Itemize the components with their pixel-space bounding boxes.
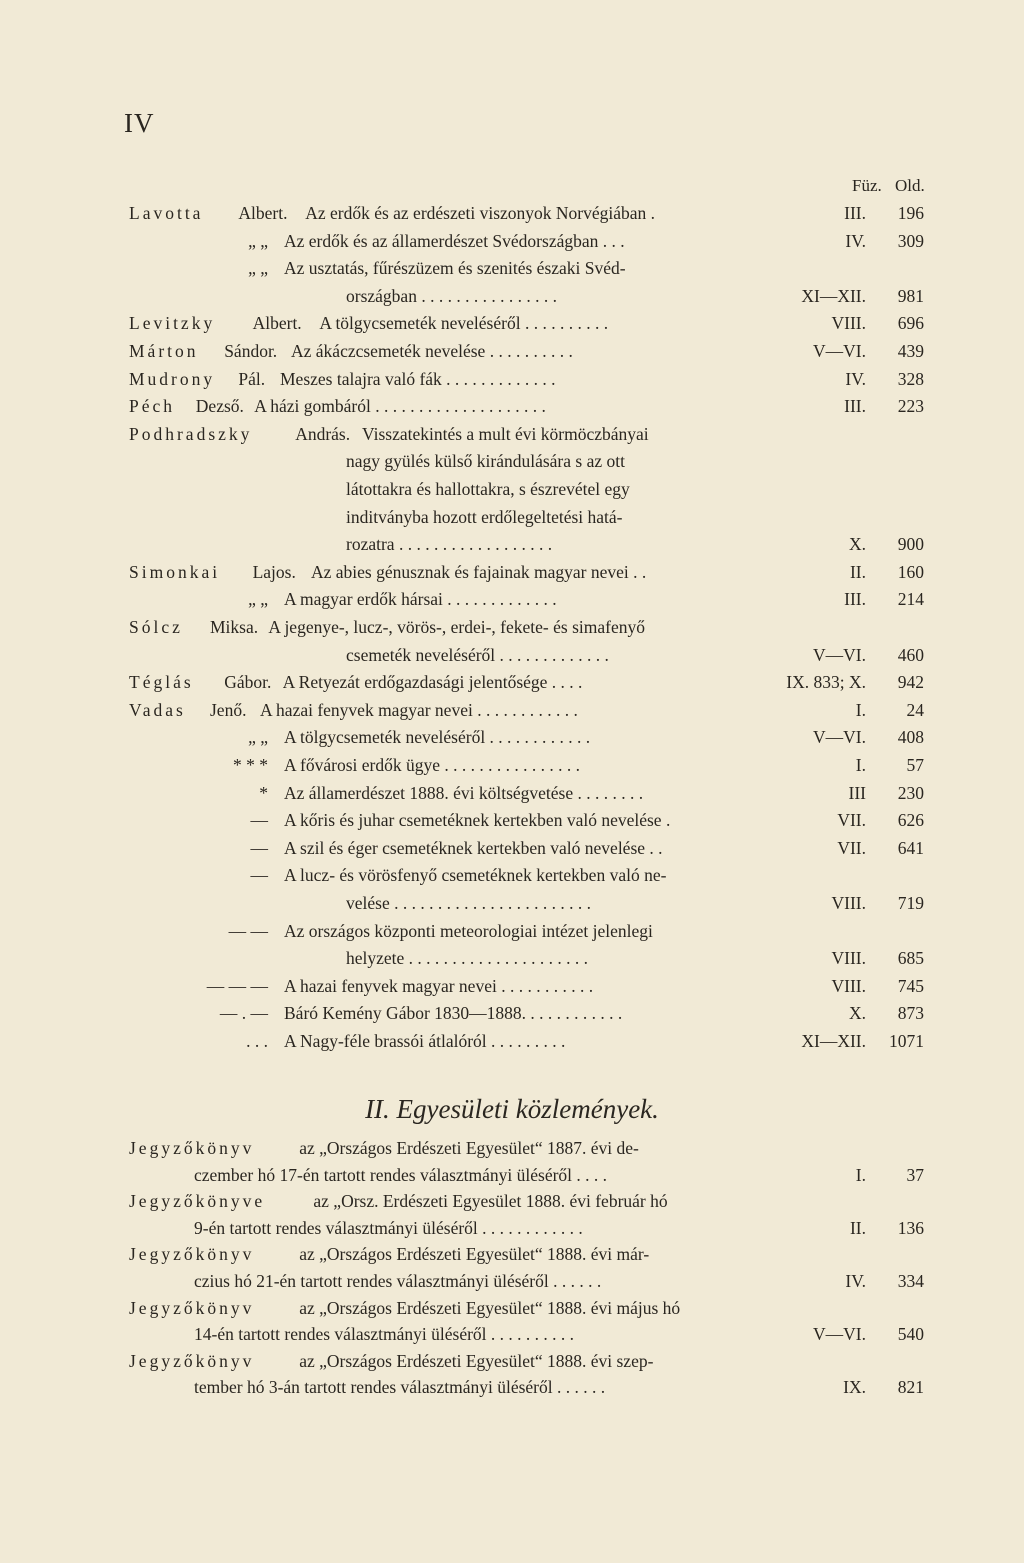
entry-title: Az ákáczcsemeték nevelése . . . . . . . . . . <box>291 341 573 361</box>
page-reference: 641 <box>897 837 924 858</box>
issue-number: I. <box>855 1164 866 1185</box>
entry-title: A lucz- és vörösfenyő csemetéknek kertekben való ne- <box>284 865 667 886</box>
index-line <box>0 890 1024 917</box>
index-line <box>0 504 1024 531</box>
index-line <box>0 642 1024 669</box>
column-header-oldal: Old. <box>895 176 925 195</box>
ditto-mark: „ „ <box>248 230 268 251</box>
author-surname: Mudrony <box>129 368 216 389</box>
index-line <box>0 283 1024 310</box>
entry-title: az „Országos Erdészeti Egyesület“ 1887. évi de- <box>299 1138 639 1158</box>
page-reference: 439 <box>897 341 924 361</box>
index-line <box>0 200 1024 227</box>
author-surname: Podhradszky <box>129 423 253 444</box>
index-line <box>0 393 1024 420</box>
author-surname: Levitzky <box>129 313 216 334</box>
author-surname: Márton <box>129 341 199 361</box>
issue-number: V—VI. <box>813 727 866 748</box>
page-reference: 900 <box>897 534 924 555</box>
entry-title: A tölgycsemeték neveléséről . . . . . . . . . . . . <box>284 727 591 748</box>
page-reference: 160 <box>897 561 924 582</box>
entry-title: 9-én tartott rendes választmányi üléséről . . . . . . . . . . . . <box>194 1217 583 1238</box>
index-line <box>0 752 1024 779</box>
author-surname: Péch <box>129 396 176 417</box>
author-firstname: Lajos. <box>252 561 296 582</box>
entry-title: A Nagy-féle brassói átlalóról . . . . . . . . . <box>284 1031 566 1051</box>
issue-number: XI—XII. <box>801 285 866 306</box>
entry-title: Az erdők és az erdészeti viszonyok Norvégiában . <box>305 203 656 223</box>
ditto-mark: „ „ <box>248 258 268 279</box>
entry-title: A Retyezát erdőgazdasági jelentősége . . . . <box>282 672 583 693</box>
page-reference: 942 <box>897 672 924 693</box>
ditto-mark: — <box>250 810 268 831</box>
issue-number: II. <box>849 561 866 582</box>
index-line <box>0 1188 1024 1215</box>
issue-number: VIII. <box>831 893 866 913</box>
index-line <box>0 835 1024 862</box>
entry-title: velése . . . . . . . . . . . . . . . . . . . . . . . <box>346 893 591 913</box>
author-surname: Lavotta <box>129 203 204 223</box>
page-reference: 540 <box>897 1324 924 1345</box>
index-line <box>0 255 1024 282</box>
page-reference: 719 <box>897 893 924 913</box>
author-firstname: Gábor. <box>224 672 272 693</box>
index-line <box>0 586 1024 613</box>
issue-number: VII. <box>837 810 866 831</box>
page-reference: 821 <box>897 1377 924 1398</box>
author-firstname: András. <box>295 423 351 444</box>
ditto-mark: * <box>259 782 268 803</box>
index-line <box>0 228 1024 255</box>
ditto-mark: — — — <box>206 975 268 996</box>
issue-number: VIII. <box>831 948 866 969</box>
entry-title: rozatra . . . . . . . . . . . . . . . . . . <box>346 534 553 555</box>
author-surname: Jegyzőkönyv <box>129 1297 255 1318</box>
index-line <box>0 697 1024 724</box>
index-line <box>0 1268 1024 1295</box>
page-reference: 230 <box>897 782 924 803</box>
issue-number: IV. <box>845 1271 866 1291</box>
page-reference: 1071 <box>889 1031 924 1051</box>
index-line <box>0 421 1024 448</box>
entry-title: A fővárosi erdők ügye . . . . . . . . . . . . . . . . <box>284 755 581 775</box>
index-line <box>0 310 1024 337</box>
entry-title: czius hó 21-én tartott rendes választmányi üléséről . . . . . . <box>194 1271 602 1291</box>
ditto-mark: . . . <box>246 1031 268 1051</box>
entry-title: helyzete . . . . . . . . . . . . . . . . . . . . . <box>346 948 589 969</box>
ditto-mark: — . — <box>219 1003 268 1024</box>
page-reference: 873 <box>897 1003 924 1024</box>
page-reference: 981 <box>897 285 924 306</box>
author-surname: Jegyzőkönyv <box>129 1350 255 1371</box>
issue-number: XI—XII. <box>801 1031 866 1051</box>
section-title: II. Egyesületi közlemények. <box>365 1094 659 1124</box>
ditto-mark: — — <box>228 920 268 941</box>
index-line <box>0 476 1024 503</box>
index-line <box>0 1028 1024 1055</box>
page-reference: 214 <box>897 589 924 610</box>
page-reference: 626 <box>897 810 924 831</box>
entry-title: országban . . . . . . . . . . . . . . . . <box>346 285 557 306</box>
index-line <box>0 669 1024 696</box>
author-firstname: Sándor. <box>224 341 278 361</box>
entry-title: czember hó 17-én tartott rendes választmányi üléséről . . . . <box>194 1164 608 1185</box>
index-line <box>0 366 1024 393</box>
ditto-mark: — <box>250 865 268 886</box>
entry-title: A hazai fenyvek magyar nevei . . . . . . . . . . . . <box>260 699 578 720</box>
page-reference: 328 <box>897 368 924 389</box>
issue-number: IX. <box>843 1377 866 1398</box>
entry-title: A kőris és juhar csemetéknek kertekben való nevelése . <box>284 810 671 831</box>
index-line <box>0 1000 1024 1027</box>
author-surname: Téglás <box>129 672 194 693</box>
entry-title: 14-én tartott rendes választmányi üléséről . . . . . . . . . . <box>194 1324 575 1345</box>
index-line <box>0 807 1024 834</box>
ditto-mark: „ „ <box>248 727 268 748</box>
issue-number: III. <box>844 589 866 610</box>
entry-title: Az erdők és az államerdészet Svédországban . . . <box>284 230 625 251</box>
page-reference: 57 <box>906 755 924 775</box>
index-line <box>0 338 1024 365</box>
issue-number: X. <box>848 534 866 555</box>
entry-title: Visszatekintés a mult évi körmöczbányai <box>362 423 649 444</box>
issue-number: V—VI. <box>813 341 866 361</box>
index-line <box>0 614 1024 641</box>
issue-number: VIII. <box>831 313 866 334</box>
page-reference: 37 <box>906 1164 924 1185</box>
entry-title: nagy gyülés külső kirándulására s az ott <box>346 451 625 472</box>
page-reference: 309 <box>897 230 924 251</box>
issue-number: VII. <box>837 837 866 858</box>
entry-title: Az usztatás, fűrészüzem és szenités északi Svéd- <box>284 258 626 279</box>
index-line <box>0 945 1024 972</box>
entry-title: Báró Kemény Gábor 1830—1888. . . . . . . . . . . . <box>284 1003 623 1024</box>
index-line <box>0 1215 1024 1242</box>
index-line <box>0 1321 1024 1348</box>
issue-number: III. <box>844 396 866 417</box>
author-firstname: Pál. <box>238 368 266 389</box>
index-line <box>0 1374 1024 1401</box>
page-reference: 196 <box>897 203 924 223</box>
index-line <box>0 531 1024 558</box>
page-reference: 696 <box>897 313 924 334</box>
entry-title: A tölgycsemeték neveléséről . . . . . . . . . . <box>319 313 609 334</box>
author-surname: Jegyzőkönyve <box>129 1191 266 1212</box>
entry-title: az „Országos Erdészeti Egyesület“ 1888. évi május hó <box>299 1297 681 1318</box>
page-reference: 460 <box>897 644 924 665</box>
entry-title: csemeték neveléséről . . . . . . . . . . . . . <box>346 644 609 665</box>
entry-title: tember hó 3-án tartott rendes választmányi üléséről . . . . . . <box>194 1377 606 1398</box>
author-surname: Sólcz <box>129 617 183 637</box>
entry-title: A magyar erdők hársai . . . . . . . . . . . . . <box>284 589 557 610</box>
entry-title: Az államerdészet 1888. évi költségvetése . . . . . . . . <box>284 782 644 803</box>
page-reference: 24 <box>906 699 924 720</box>
index-line <box>0 918 1024 945</box>
page-reference: 408 <box>897 727 924 748</box>
author-firstname: Dezső. <box>195 396 244 417</box>
issue-number: I. <box>855 755 866 775</box>
page-reference: 334 <box>897 1271 924 1291</box>
entry-title: Meszes talajra való fák . . . . . . . . . . . . . <box>280 368 556 389</box>
entry-title: Az országos központi meteorologiai intézet jelenlegi <box>284 920 653 941</box>
author-firstname: Jenő. <box>210 699 247 720</box>
index-line <box>0 862 1024 889</box>
issue-number: II. <box>849 1217 866 1238</box>
page-reference: 136 <box>897 1217 924 1238</box>
ditto-mark: „ „ <box>248 589 268 610</box>
issue-number: VIII. <box>831 975 866 996</box>
issue-number: III <box>848 782 866 803</box>
issue-number: X. <box>848 1003 866 1024</box>
entry-title: A szil és éger csemetéknek kertekben való nevelése . . <box>284 837 663 858</box>
author-surname: Vadas <box>129 699 186 720</box>
index-line <box>0 1135 1024 1162</box>
entry-title: az „Országos Erdészeti Egyesület“ 1888. évi szep- <box>299 1350 654 1371</box>
index-line <box>0 1241 1024 1268</box>
author-surname: Simonkai <box>129 561 221 582</box>
index-line <box>0 780 1024 807</box>
entry-title: A házi gombáról . . . . . . . . . . . . . . . . . . . . <box>254 396 546 417</box>
issue-number: IV. <box>845 368 866 389</box>
ditto-mark: * * * <box>233 755 268 775</box>
entry-title: az „Orsz. Erdészeti Egyesület 1888. évi február hó <box>313 1191 668 1212</box>
issue-number: V—VI. <box>813 1324 866 1345</box>
author-surname: Jegyzőkönyv <box>129 1244 255 1265</box>
index-line <box>0 448 1024 475</box>
issue-number: III. <box>844 203 866 223</box>
ditto-mark: — <box>250 837 268 858</box>
entry-title: A hazai fenyvek magyar nevei . . . . . . . . . . . <box>284 975 594 996</box>
index-line <box>0 559 1024 586</box>
issue-number: I. <box>855 699 866 720</box>
index-line <box>0 973 1024 1000</box>
entry-title: az „Országos Erdészeti Egyesület“ 1888. évi már- <box>299 1244 650 1265</box>
entry-title: Az abies génusznak és fajainak magyar nevei . . <box>311 561 647 582</box>
page-reference: 223 <box>897 396 924 417</box>
column-header-fuzet: Füz. <box>852 176 882 195</box>
issue-number: V—VI. <box>813 644 866 665</box>
index-line <box>0 1295 1024 1322</box>
page-reference: 685 <box>897 948 924 969</box>
issue-number: IX. 833; X. <box>786 672 866 693</box>
author-firstname: Miksa. <box>210 617 259 637</box>
entry-title: látottakra és hallottakra, s észrevétel egy <box>346 479 630 499</box>
index-line <box>0 1162 1024 1189</box>
entry-title: inditványba hozott erdőlegeltetési hatá- <box>346 506 623 527</box>
author-surname: Jegyzőkönyv <box>129 1138 255 1158</box>
author-firstname: Albert. <box>252 313 302 334</box>
page-number: IV <box>124 108 155 138</box>
index-line <box>0 1348 1024 1375</box>
entry-title: A jegenye-, lucz-, vörös-, erdei-, fekete- és simafenyő <box>268 617 645 637</box>
author-firstname: Albert. <box>238 203 288 223</box>
page-reference: 745 <box>897 975 924 996</box>
issue-number: IV. <box>845 230 866 251</box>
index-line <box>0 724 1024 751</box>
